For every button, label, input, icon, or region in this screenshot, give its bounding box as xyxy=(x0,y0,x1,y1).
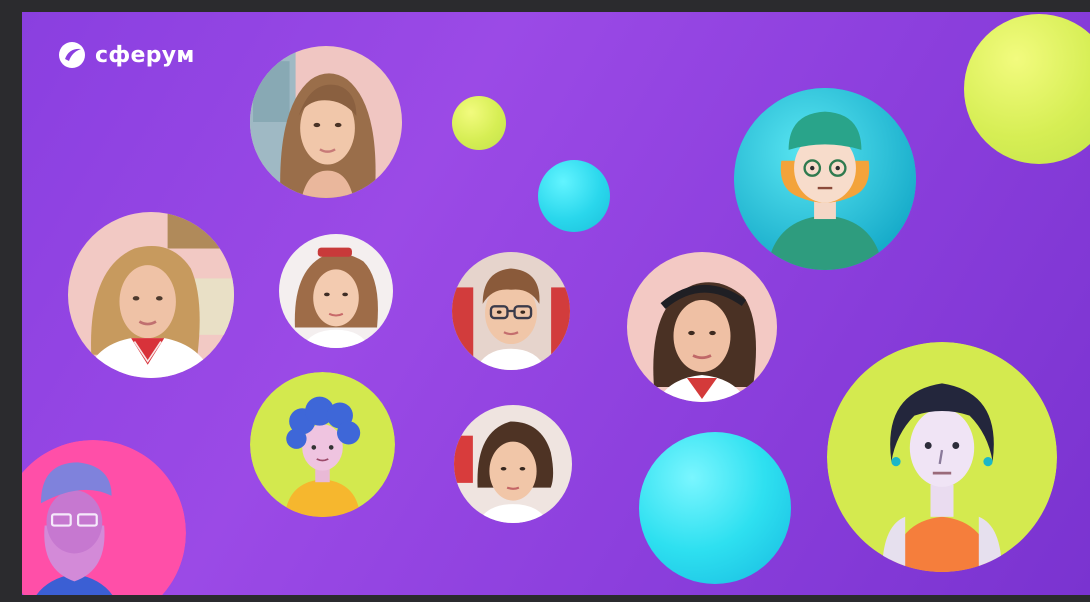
participant-photo-woman-headband xyxy=(627,252,777,402)
decorative-bubble-lime-small xyxy=(452,96,506,150)
sferum-logo xyxy=(57,40,195,70)
sferum-logo-text: сферум xyxy=(95,42,195,68)
avatar-illustration-hat-boy xyxy=(734,88,916,270)
sferum-promo-frame xyxy=(22,12,1090,595)
avatar-illustration-curly-blue xyxy=(250,372,395,517)
decorative-bubble-aqua-large xyxy=(639,432,791,584)
participant-photo-girl-bow xyxy=(279,234,393,348)
participant-photo-girl-long-hair xyxy=(250,46,402,198)
participant-photo-girl-ponytail xyxy=(454,405,572,523)
decorative-bubble-lime-large xyxy=(964,14,1090,164)
sferum-logo-icon xyxy=(57,40,87,70)
avatar-illustration-bearded-man xyxy=(22,440,186,595)
participant-photo-boy-glasses xyxy=(452,252,570,370)
participant-photo-woman-blonde xyxy=(68,212,234,378)
avatar-illustration-woman-bob xyxy=(827,342,1057,572)
decorative-bubble-aqua-small xyxy=(538,160,610,232)
